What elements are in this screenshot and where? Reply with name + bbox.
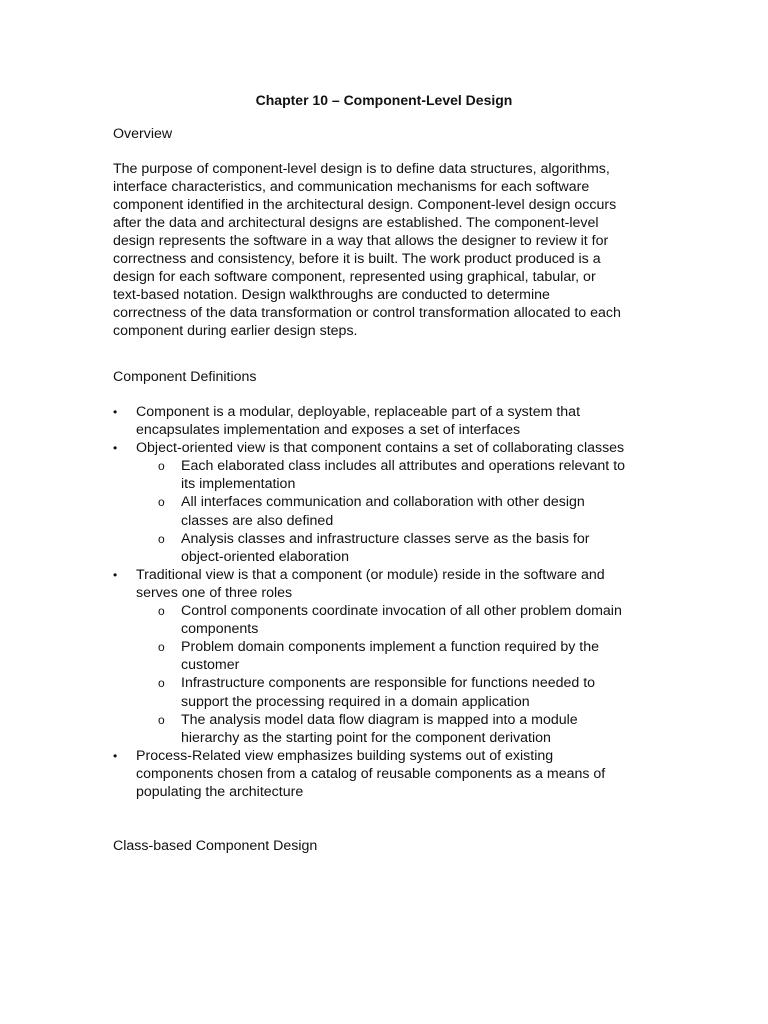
sub-item-line: hierarchy as the starting point for the component derivation	[181, 729, 551, 746]
sub-bullet-marker: o	[158, 531, 165, 546]
sub-item-line: Problem domain components implement a function required by the	[181, 639, 599, 656]
list-item	[113, 566, 653, 747]
sub-item-line: support the processing required in a domain application	[181, 693, 530, 710]
component-definitions-heading: Component Definitions	[113, 369, 257, 385]
list-item-line: Traditional view is that a component (or module) reside in the software and	[136, 566, 605, 583]
sub-bullet-marker: o	[158, 712, 165, 727]
sub-list-item	[136, 457, 653, 493]
sub-bullet-marker: o	[158, 459, 165, 474]
paragraph-line: design represents the software in a way that allows the designer to review it for	[113, 233, 609, 249]
class-based-heading: Class-based Component Design	[113, 838, 318, 854]
overview-paragraph	[113, 160, 658, 340]
list-item-line: Component is a modular, deployable, replaceable part of a system that	[136, 404, 581, 420]
sub-item-line: its implementation	[181, 476, 296, 493]
sub-item-line: The analysis model data flow diagram is mapped into a module	[181, 711, 578, 728]
paragraph-line: design for each software component, represented using graphical, tabular, or	[113, 269, 596, 285]
sub-item-line: Each elaborated class includes all attributes and operations relevant to	[181, 458, 626, 475]
paragraph-line: correctness of the data transformation or control transformation allocated to each	[113, 305, 621, 321]
bullet-marker: •	[113, 748, 118, 763]
paragraph-line: correctness and consistency, before it is built. The work product produced is a	[113, 251, 601, 267]
sub-item-line: Infrastructure components are responsible for functions needed to	[181, 675, 596, 692]
sub-bullet-marker: o	[158, 640, 165, 655]
list-item	[113, 747, 653, 801]
sub-list	[136, 457, 653, 566]
chapter-title: Chapter 10 – Component-Level Design	[255, 92, 513, 108]
paragraph-line: interface characteristics, and communication mechanisms for each software	[113, 179, 590, 195]
sub-bullet-marker: o	[158, 495, 165, 510]
sub-item-line: Control components coordinate invocation of all other problem domain	[181, 603, 622, 620]
sub-list	[136, 602, 653, 747]
sub-item-line: customer	[181, 657, 240, 674]
list-item-line: populating the architecture	[136, 783, 304, 800]
list-item-line: Object-oriented view is that component contains a set of collaborating classes	[136, 440, 625, 457]
bullet-marker: •	[113, 405, 118, 419]
sub-list-item	[136, 638, 653, 674]
bullet-marker: •	[113, 441, 118, 456]
paragraph-line: component identified in the architectural design. Component-level design occurs	[113, 197, 617, 213]
list-item-line: serves one of three roles	[136, 584, 293, 601]
sub-item-line: components	[181, 621, 259, 638]
list-item-line: encapsulates implementation and exposes a set of interfaces	[136, 422, 521, 439]
sub-list-item	[136, 711, 653, 747]
sub-list-item	[136, 493, 653, 529]
list-item-line: Process-Related view emphasizes building systems out of existing	[136, 747, 554, 764]
paragraph-line: text-based notation. Design walkthroughs are conducted to determine	[113, 287, 550, 303]
list-item-line: components chosen from a catalog of reusable components as a means of	[136, 765, 606, 782]
sub-item-line: All interfaces communication and collaboration with other design	[181, 494, 585, 511]
list-item	[113, 439, 653, 566]
sub-item-line: classes are also defined	[181, 512, 334, 529]
sub-bullet-marker: o	[158, 604, 165, 619]
sub-list-item	[136, 674, 653, 710]
sub-list-item	[136, 602, 653, 638]
component-definitions-list	[113, 403, 653, 801]
bullet-marker: •	[113, 567, 118, 582]
paragraph-line: component during earlier design steps.	[113, 323, 358, 339]
paragraph-line: The purpose of component-level design is to define data structures, algorithms,	[113, 161, 610, 177]
list-item	[113, 403, 653, 439]
sub-list-item	[136, 530, 653, 566]
sub-item-line: Analysis classes and infrastructure classes serve as the basis for	[181, 530, 590, 547]
paragraph-line: after the data and architectural designs are established. The component-level	[113, 215, 599, 231]
sub-item-line: object-oriented elaboration	[181, 548, 349, 565]
overview-heading: Overview	[113, 126, 173, 142]
sub-bullet-marker: o	[158, 676, 165, 691]
